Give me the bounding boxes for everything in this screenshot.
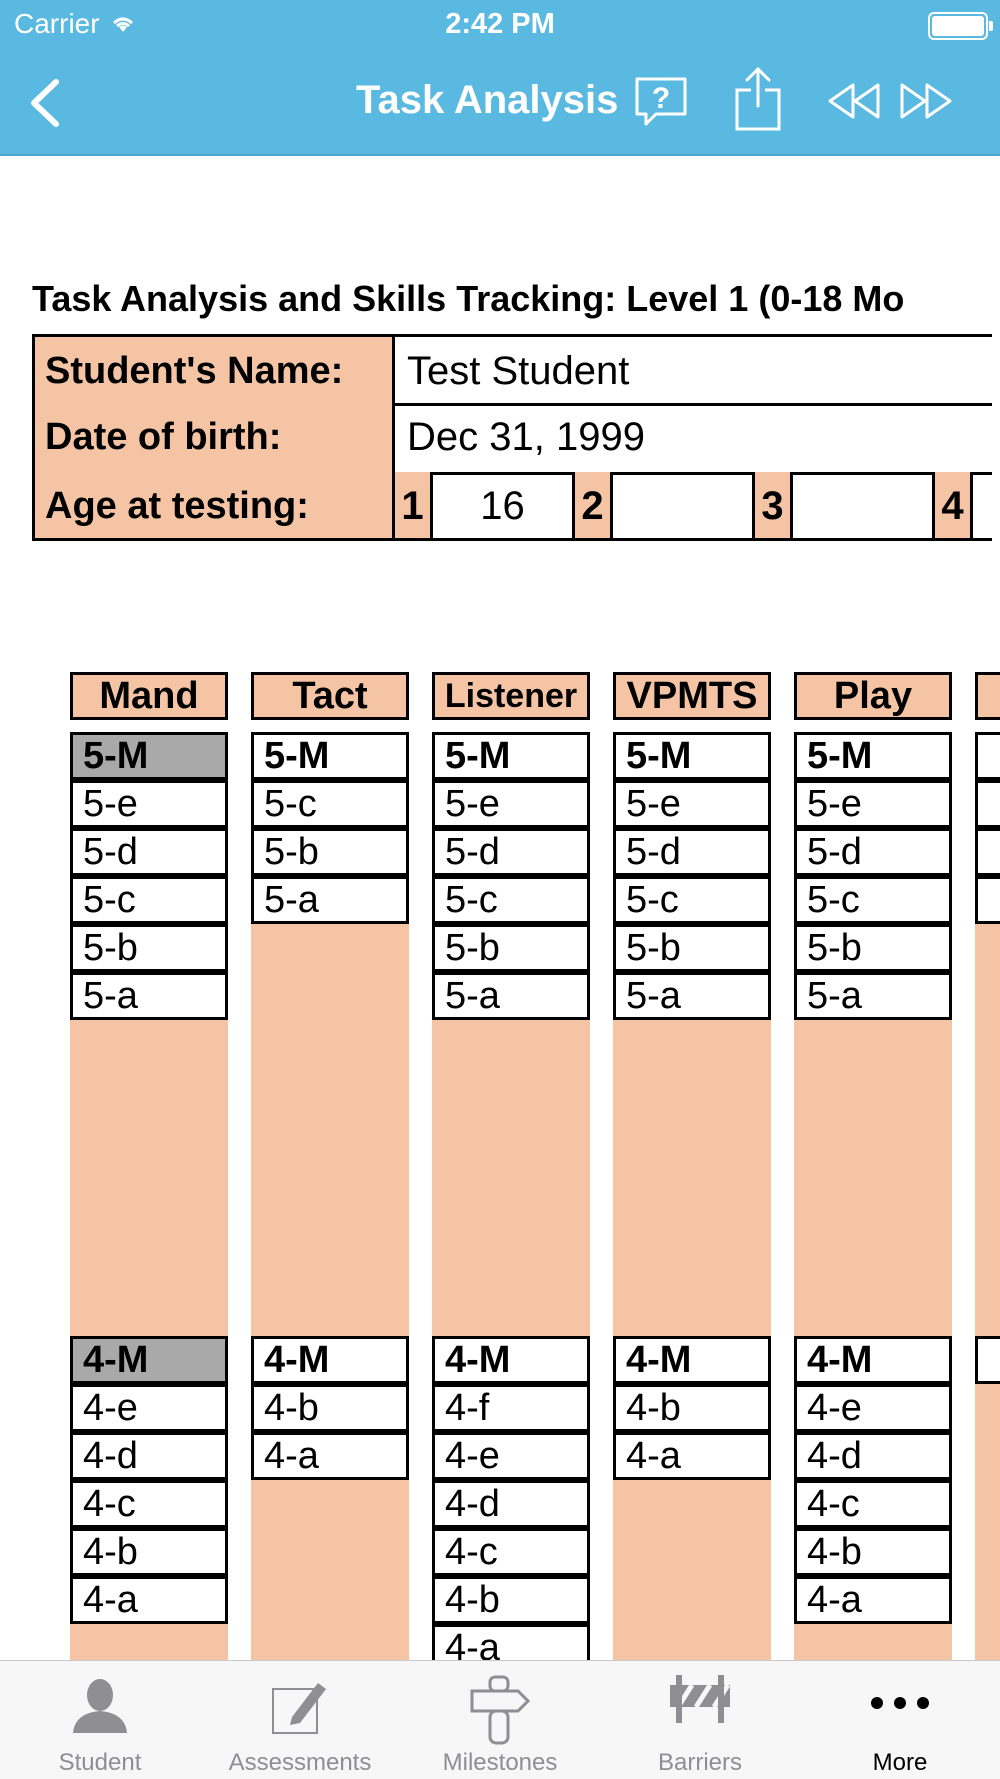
mand-4-d[interactable]: 4-d: [70, 1432, 228, 1480]
barrier-icon: [668, 1675, 732, 1725]
age-index-4: 4: [935, 472, 973, 538]
listener-4-m[interactable]: 4-M: [432, 1336, 590, 1384]
tact-5-m[interactable]: 5-M: [251, 732, 409, 780]
listener-4-e[interactable]: 4-e: [432, 1432, 590, 1480]
tact-4-b[interactable]: 4-b: [251, 1384, 409, 1432]
column-header-play: Play: [794, 672, 952, 720]
task-analysis-sheet[interactable]: [0, 156, 1000, 1660]
tab-barriers-label: Barriers: [657, 1749, 742, 1776]
age-value-1[interactable]: 16: [433, 472, 575, 538]
vpmts-4-m[interactable]: 4-M: [613, 1336, 771, 1384]
mand-5-d[interactable]: 5-d: [70, 828, 228, 876]
next-column-cell[interactable]: [975, 1336, 1000, 1384]
next-column-cell[interactable]: [975, 876, 1000, 924]
age-row: [32, 472, 992, 541]
listener-4-f[interactable]: 4-f: [432, 1384, 590, 1432]
vpmts-5-c[interactable]: 5-c: [613, 876, 771, 924]
student-name-value[interactable]: Test Student: [407, 349, 630, 393]
tab-assessments[interactable]: [200, 1661, 400, 1779]
mand-5-m[interactable]: 5-M: [70, 732, 228, 780]
dob-value[interactable]: Dec 31, 1999: [407, 415, 645, 459]
listener-5-a[interactable]: 5-a: [432, 972, 590, 1020]
age-value-2[interactable]: [613, 472, 755, 538]
column-header-mand: Mand: [70, 672, 228, 720]
tab-assessments-label: Assessments: [228, 1749, 372, 1776]
tact-5-b[interactable]: 5-b: [251, 828, 409, 876]
listener-5-m[interactable]: 5-M: [432, 732, 590, 780]
play-4-m[interactable]: 4-M: [794, 1336, 952, 1384]
nav-title: Task Analysis: [356, 78, 619, 122]
vpmts-4-a[interactable]: 4-a: [613, 1432, 771, 1480]
play-5-e[interactable]: 5-e: [794, 780, 952, 828]
help-icon[interactable]: [634, 76, 688, 128]
tab-more-label: More: [872, 1749, 928, 1776]
play-5-m[interactable]: 5-M: [794, 732, 952, 780]
play-5-b[interactable]: 5-b: [794, 924, 952, 972]
mand-4-c[interactable]: 4-c: [70, 1480, 228, 1528]
vpmts-5-a[interactable]: 5-a: [613, 972, 771, 1020]
tab-milestones-label: Milestones: [442, 1749, 558, 1776]
tact-4-a[interactable]: 4-a: [251, 1432, 409, 1480]
tab-bar: [0, 1660, 1000, 1779]
status-time: 2:42 PM: [445, 8, 555, 40]
listener-4-d[interactable]: 4-d: [432, 1480, 590, 1528]
next-column-cell[interactable]: [975, 828, 1000, 876]
play-4-a[interactable]: 4-a: [794, 1576, 952, 1624]
fast-forward-icon[interactable]: [898, 82, 954, 120]
play-5-d[interactable]: 5-d: [794, 828, 952, 876]
vpmts-5-d[interactable]: 5-d: [613, 828, 771, 876]
vpmts-5-b[interactable]: 5-b: [613, 924, 771, 972]
tact-5-a[interactable]: 5-a: [251, 876, 409, 924]
mand-5-a[interactable]: 5-a: [70, 972, 228, 1020]
listener-5-d[interactable]: 5-d: [432, 828, 590, 876]
battery-icon: [928, 12, 988, 40]
play-4-e[interactable]: 4-e: [794, 1384, 952, 1432]
column-header-vpmts: VPMTS: [613, 672, 771, 720]
play-4-d[interactable]: 4-d: [794, 1432, 952, 1480]
play-4-c[interactable]: 4-c: [794, 1480, 952, 1528]
tact-4-m[interactable]: 4-M: [251, 1336, 409, 1384]
play-4-b[interactable]: 4-b: [794, 1528, 952, 1576]
mand-4-e[interactable]: 4-e: [70, 1384, 228, 1432]
mand-5-c[interactable]: 5-c: [70, 876, 228, 924]
column-header-next: [975, 672, 1000, 720]
age-index-2: 2: [575, 472, 613, 538]
column-header-listener: Listener: [432, 672, 590, 720]
back-chevron-icon[interactable]: [26, 78, 62, 128]
pencil-edit-icon: [270, 1675, 330, 1737]
listener-5-c[interactable]: 5-c: [432, 876, 590, 924]
tab-student[interactable]: [0, 1661, 200, 1779]
dob-label: Date of birth:: [35, 403, 395, 472]
person-icon: [71, 1675, 129, 1735]
vpmts-5-e[interactable]: 5-e: [613, 780, 771, 828]
play-5-c[interactable]: 5-c: [794, 876, 952, 924]
tab-barriers[interactable]: [600, 1661, 800, 1779]
mand-5-e[interactable]: 5-e: [70, 780, 228, 828]
signpost-icon: [468, 1675, 532, 1747]
share-icon[interactable]: [734, 66, 782, 132]
tact-5-c[interactable]: 5-c: [251, 780, 409, 828]
mand-4-a[interactable]: 4-a: [70, 1576, 228, 1624]
more-dots-icon: [869, 1695, 931, 1711]
age-label: Age at testing:: [35, 472, 395, 538]
play-5-a[interactable]: 5-a: [794, 972, 952, 1020]
navigation-bar: [0, 0, 1000, 156]
rewind-icon[interactable]: [826, 82, 882, 120]
mand-5-b[interactable]: 5-b: [70, 924, 228, 972]
next-column-cell[interactable]: [975, 732, 1000, 780]
next-column-cell[interactable]: [975, 780, 1000, 828]
dob-row: [32, 403, 992, 475]
column-header-tact: Tact: [251, 672, 409, 720]
mand-4-b[interactable]: 4-b: [70, 1528, 228, 1576]
carrier-label: Carrier: [14, 8, 100, 39]
mand-4-m[interactable]: 4-M: [70, 1336, 228, 1384]
age-value-3[interactable]: [793, 472, 935, 538]
student-name-label: Student's Name:: [35, 337, 395, 403]
student-name-row: [32, 334, 992, 406]
tab-milestones[interactable]: [400, 1661, 600, 1779]
listener-5-b[interactable]: 5-b: [432, 924, 590, 972]
age-index-1: 1: [395, 472, 433, 538]
vpmts-5-m[interactable]: 5-M: [613, 732, 771, 780]
listener-4-a[interactable]: 4-a: [432, 1624, 590, 1660]
listener-4-c[interactable]: 4-c: [432, 1528, 590, 1576]
sheet-title: Task Analysis and Skills Tracking: Level 1 (0-18 Mo: [32, 278, 905, 319]
svg-text:?: ?: [651, 82, 671, 115]
tab-more[interactable]: [800, 1661, 1000, 1779]
listener-5-e[interactable]: 5-e: [432, 780, 590, 828]
tab-student-label: Student: [58, 1749, 142, 1776]
listener-4-b[interactable]: 4-b: [432, 1576, 590, 1624]
age-index-3: 3: [755, 472, 793, 538]
vpmts-4-b[interactable]: 4-b: [613, 1384, 771, 1432]
age-value-4[interactable]: [973, 472, 1000, 538]
